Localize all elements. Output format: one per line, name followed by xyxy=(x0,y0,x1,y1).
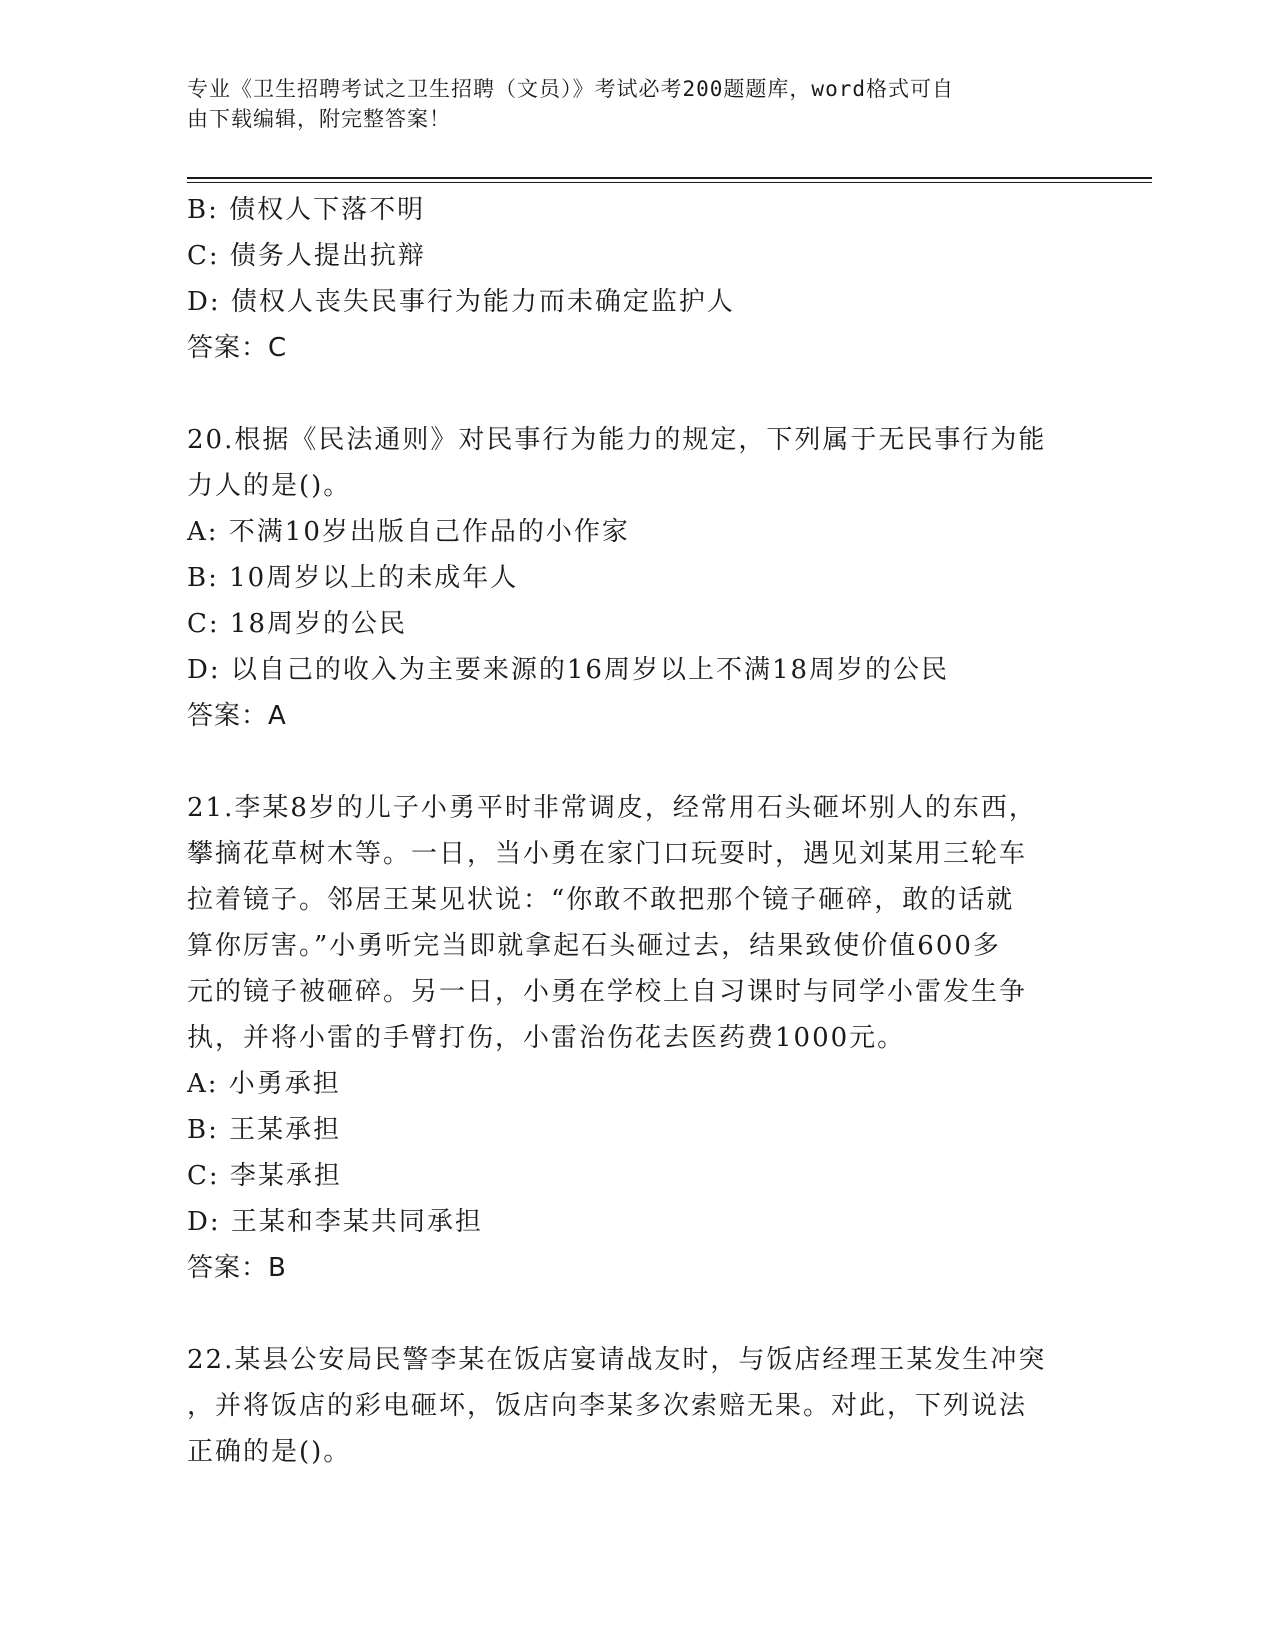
stem-line: 22.某县公安局民警李某在饭店宴请战友时，与饭店经理王某发生冲突 xyxy=(187,1345,1047,1375)
option-a: A: 不满10岁出版自己作品的小作家 xyxy=(187,517,630,547)
stem-line: 元的镜子被砸碎。另一日，小勇在学校上自习课时与同学小雷发生争 xyxy=(187,977,1028,1007)
question-stem xyxy=(187,1337,1077,1475)
question-21 xyxy=(187,785,1077,1291)
question-stem xyxy=(187,417,1077,509)
question-20 xyxy=(187,417,1077,739)
option-c: C: 李某承担 xyxy=(187,1161,342,1191)
stem-line: 攀摘花草树木等。一日，当小勇在家门口玩耍时，遇见刘某用三轮车 xyxy=(187,839,1028,869)
answer: 答案：C xyxy=(187,333,288,363)
option-b: B: 10周岁以上的未成年人 xyxy=(187,563,519,593)
document-header xyxy=(187,74,1087,134)
answer: 答案：A xyxy=(187,701,287,731)
stem-line: 20.根据《民法通则》对民事行为能力的规定，下列属于无民事行为能 xyxy=(187,425,1047,455)
option-b: B: 王某承担 xyxy=(187,1115,342,1145)
question-19-tail xyxy=(187,187,1077,371)
stem-line: 执，并将小雷的手臂打伤，小雷治伤花去医药费1000元。 xyxy=(187,1023,906,1053)
option-c: C: 债务人提出抗辩 xyxy=(187,241,426,271)
option-c: C: 18周岁的公民 xyxy=(187,609,408,639)
stem-line: 算你厉害。”小勇听完当即就拿起石头砸过去，结果致使价值600多 xyxy=(187,931,1001,961)
header-line-2: 由下载编辑，附完整答案！ xyxy=(187,107,451,131)
option-d: D: 王某和李某共同承担 xyxy=(187,1207,483,1237)
option-d: D: 债权人丧失民事行为能力而未确定监护人 xyxy=(187,287,735,317)
header-rule-thin xyxy=(187,182,1152,183)
question-22 xyxy=(187,1337,1077,1475)
stem-line: 21.李某8岁的儿子小勇平时非常调皮，经常用石头砸坏别人的东西， xyxy=(187,793,1037,823)
answer: 答案：B xyxy=(187,1253,287,1283)
stem-line: 力人的是()。 xyxy=(187,471,352,501)
option-b: B: 债权人下落不明 xyxy=(187,195,426,225)
document-body xyxy=(187,187,1077,1475)
option-d: D: 以自己的收入为主要来源的16周岁以上不满18周岁的公民 xyxy=(187,655,950,685)
question-stem xyxy=(187,785,1077,1061)
header-line-1: 专业《卫生招聘考试之卫生招聘（文员）》考试必考200题题库，word格式可自 xyxy=(187,77,954,101)
stem-line: ，并将饭店的彩电砸坏，饭店向李某多次索赔无果。对此，下列说法 xyxy=(187,1391,1028,1421)
stem-line: 拉着镜子。邻居王某见状说：“你敢不敢把那个镜子砸碎，敢的话就 xyxy=(187,885,1015,915)
option-a: A: 小勇承担 xyxy=(187,1069,341,1099)
header-rule-thick xyxy=(187,177,1152,179)
stem-line: 正确的是()。 xyxy=(187,1437,352,1467)
